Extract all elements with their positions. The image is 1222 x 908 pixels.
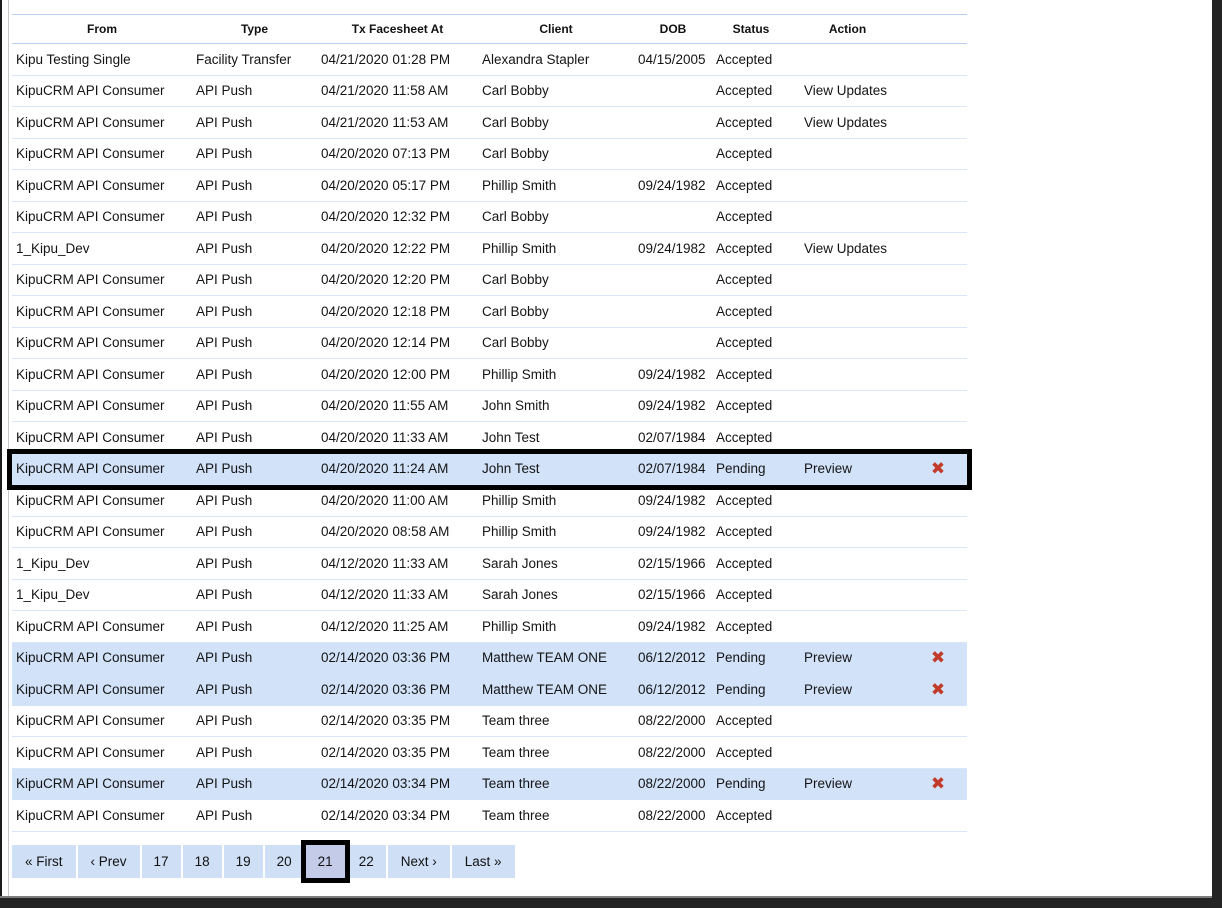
cell-client: Carl Bobby (482, 335, 549, 351)
cell-tx-facesheet-at: 04/20/2020 12:32 PM (321, 209, 451, 225)
cell-action (790, 776, 905, 791)
cell-tx-facesheet-at: 04/20/2020 11:55 AM (321, 398, 449, 414)
cell-tx-facesheet-at: 04/21/2020 11:53 AM (321, 114, 449, 130)
cell-from: KipuCRM API Consumer (16, 492, 165, 508)
cell-type: API Push (196, 83, 253, 99)
cell-dob: 08/22/2000 (638, 713, 706, 729)
table-row (12, 737, 967, 769)
table-row (12, 265, 967, 297)
cell-tx-facesheet-at: 04/20/2020 12:14 PM (321, 335, 451, 351)
cell-type: API Push (196, 146, 253, 162)
view-updates-link[interactable]: View Updates (804, 240, 888, 256)
cell-tx-facesheet-at: 04/20/2020 11:33 AM (321, 429, 449, 445)
cell-type: API Push (196, 492, 253, 508)
cell-dob: 02/15/1966 (638, 587, 706, 603)
cell-delete (905, 460, 967, 477)
cell-from: KipuCRM API Consumer (16, 398, 165, 414)
window-bottom-edge (0, 898, 1222, 908)
cell-from: KipuCRM API Consumer (16, 114, 165, 130)
cell-action (790, 83, 905, 98)
cell-dob: 02/07/1984 (638, 429, 706, 445)
table-row (12, 328, 967, 360)
cell-status: Accepted (716, 492, 773, 508)
cell-dob: 06/12/2012 (638, 681, 706, 697)
cell-client: Carl Bobby (482, 114, 549, 130)
cell-type: API Push (196, 272, 253, 288)
cell-dob: 09/24/1982 (638, 398, 706, 414)
cell-tx-facesheet-at: 04/21/2020 11:58 AM (321, 83, 449, 99)
table-row (12, 107, 967, 139)
cell-type: API Push (196, 807, 253, 823)
cell-client: Phillip Smith (482, 524, 557, 540)
cell-type: API Push (196, 114, 253, 130)
prev-button[interactable]: ‹ Prev (78, 845, 140, 878)
cell-action (790, 461, 905, 476)
cell-from: KipuCRM API Consumer (16, 681, 165, 697)
table-row (12, 139, 967, 171)
page-button-19[interactable]: 19 (224, 845, 263, 878)
cell-status: Pending (716, 681, 766, 697)
cell-status: Accepted (716, 272, 773, 288)
cell-status: Accepted (716, 744, 773, 760)
cell-from: KipuCRM API Consumer (16, 713, 165, 729)
cell-type: API Push (196, 240, 253, 256)
table-row (12, 296, 967, 328)
cell-tx-facesheet-at: 04/21/2020 01:28 PM (321, 51, 451, 67)
cell-client: Alexandra Stapler (482, 51, 590, 67)
cell-dob: 09/24/1982 (638, 492, 706, 508)
table-row (12, 391, 967, 423)
cell-client: Team three (482, 744, 550, 760)
cell-delete (905, 681, 967, 698)
cell-client: Phillip Smith (482, 618, 557, 634)
cell-from: KipuCRM API Consumer (16, 177, 165, 193)
cell-from: KipuCRM API Consumer (16, 272, 165, 288)
cell-client: John Test (482, 429, 540, 445)
column-header-type: Type (240, 22, 269, 36)
cell-client: John Test (482, 461, 540, 477)
cell-client: Carl Bobby (482, 146, 549, 162)
table-row (12, 517, 967, 549)
preview-link[interactable]: Preview (804, 681, 853, 697)
cell-tx-facesheet-at: 04/20/2020 08:58 AM (321, 524, 450, 540)
table-row (12, 76, 967, 108)
cell-client: Phillip Smith (482, 492, 557, 508)
cell-dob: 09/24/1982 (638, 177, 706, 193)
cell-from: KipuCRM API Consumer (16, 429, 165, 445)
cell-type: API Push (196, 587, 253, 603)
cell-client: Carl Bobby (482, 272, 549, 288)
cell-client: Team three (482, 713, 550, 729)
transmissions-table (12, 14, 967, 832)
cell-status: Pending (716, 650, 766, 666)
window-right-edge (1212, 0, 1222, 908)
cell-client: John Smith (482, 398, 550, 414)
cell-client: Team three (482, 776, 550, 792)
cell-from: KipuCRM API Consumer (16, 744, 165, 760)
cell-tx-facesheet-at: 02/14/2020 03:34 PM (321, 807, 451, 823)
table-row (12, 611, 967, 643)
cell-client: Carl Bobby (482, 83, 549, 99)
column-header-tx-facesheet-at: Tx Facesheet At (351, 22, 444, 36)
delete-transmission-icon[interactable]: ✖ (930, 775, 946, 793)
table-row (12, 233, 967, 265)
preview-link[interactable]: Preview (804, 461, 853, 477)
cell-type: API Push (196, 177, 253, 193)
cell-type: API Push (196, 303, 253, 319)
cell-tx-facesheet-at: 02/14/2020 03:35 PM (321, 744, 451, 760)
cell-delete (905, 649, 967, 666)
cell-status: Accepted (716, 429, 773, 445)
table-row (12, 170, 967, 202)
view-updates-link[interactable]: View Updates (804, 83, 888, 99)
cell-status: Accepted (716, 209, 773, 225)
page-button-18[interactable]: 18 (183, 845, 222, 878)
cell-client: Phillip Smith (482, 366, 557, 382)
cell-status: Accepted (716, 335, 773, 351)
cell-tx-facesheet-at: 04/20/2020 12:22 PM (321, 240, 451, 256)
cell-from: KipuCRM API Consumer (16, 618, 165, 634)
table-row (12, 202, 967, 234)
cell-dob: 02/15/1966 (638, 555, 706, 571)
cell-dob: 06/12/2012 (638, 650, 706, 666)
preview-link[interactable]: Preview (804, 776, 853, 792)
cell-client: Carl Bobby (482, 303, 549, 319)
cell-tx-facesheet-at: 02/14/2020 03:36 PM (321, 681, 451, 697)
window-left-edge (0, 0, 2, 897)
cell-status: Accepted (716, 51, 773, 67)
cell-dob: 09/24/1982 (638, 366, 706, 382)
table-row (12, 580, 967, 612)
cell-tx-facesheet-at: 02/14/2020 03:35 PM (321, 713, 451, 729)
column-header-dob: DOB (659, 22, 687, 36)
cell-client: Phillip Smith (482, 240, 557, 256)
cell-tx-facesheet-at: 04/20/2020 12:18 PM (321, 303, 451, 319)
cell-tx-facesheet-at: 04/20/2020 11:00 AM (321, 492, 449, 508)
cell-from: KipuCRM API Consumer (16, 83, 165, 99)
cell-type: API Push (196, 618, 253, 634)
cell-from: 1_Kipu_Dev (16, 240, 90, 256)
cell-from: KipuCRM API Consumer (16, 146, 165, 162)
cell-action (790, 650, 905, 665)
cell-tx-facesheet-at: 04/20/2020 11:24 AM (321, 461, 449, 477)
cell-tx-facesheet-at: 04/20/2020 07:13 PM (321, 146, 451, 162)
cell-dob: 08/22/2000 (638, 807, 706, 823)
cell-type: API Push (196, 744, 253, 760)
first-button[interactable]: « First (12, 845, 76, 878)
cell-dob: 09/24/1982 (638, 240, 706, 256)
table-body (12, 44, 967, 832)
cell-status: Accepted (716, 366, 773, 382)
cell-type: API Push (196, 650, 253, 666)
cell-status: Pending (716, 776, 766, 792)
cell-client: Sarah Jones (482, 555, 558, 571)
table-row (12, 454, 967, 486)
cell-client: Matthew TEAM ONE (482, 681, 608, 697)
cell-dob: 04/15/2005 (638, 51, 706, 67)
cell-status: Accepted (716, 587, 773, 603)
cell-type: API Push (196, 681, 253, 697)
cell-from: KipuCRM API Consumer (16, 650, 165, 666)
delete-transmission-icon[interactable]: ✖ (930, 649, 946, 667)
cell-from: 1_Kipu_Dev (16, 555, 90, 571)
cell-from: KipuCRM API Consumer (16, 366, 165, 382)
pagination (12, 845, 517, 878)
cell-status: Accepted (716, 555, 773, 571)
cell-status: Accepted (716, 713, 773, 729)
table-row (12, 548, 967, 580)
cell-client: Team three (482, 807, 550, 823)
cell-from: KipuCRM API Consumer (16, 209, 165, 225)
cell-dob: 09/24/1982 (638, 618, 706, 634)
cell-status: Pending (716, 461, 766, 477)
column-header-client: Client (539, 22, 573, 36)
cell-tx-facesheet-at: 02/14/2020 03:34 PM (321, 776, 451, 792)
cell-type: API Push (196, 209, 253, 225)
cell-status: Accepted (716, 240, 773, 256)
cell-type: API Push (196, 524, 253, 540)
cell-status: Accepted (716, 83, 773, 99)
cell-client: Sarah Jones (482, 587, 558, 603)
cell-action (790, 115, 905, 130)
cell-type: API Push (196, 398, 253, 414)
cell-tx-facesheet-at: 04/20/2020 12:20 PM (321, 272, 451, 288)
cell-action (790, 682, 905, 697)
cell-dob: 09/24/1982 (638, 524, 706, 540)
table-row (12, 643, 967, 675)
cell-from: KipuCRM API Consumer (16, 524, 165, 540)
cell-from: KipuCRM API Consumer (16, 776, 165, 792)
cell-client: Matthew TEAM ONE (482, 650, 608, 666)
cell-status: Accepted (716, 807, 773, 823)
cell-status: Accepted (716, 398, 773, 414)
cell-dob: 08/22/2000 (638, 776, 706, 792)
cell-tx-facesheet-at: 04/12/2020 11:25 AM (321, 618, 449, 634)
cell-action (790, 241, 905, 256)
table-row (12, 800, 967, 832)
table-row (12, 422, 967, 454)
cell-type: Facility Transfer (196, 51, 292, 67)
cell-client: Carl Bobby (482, 209, 549, 225)
cell-type: API Push (196, 461, 253, 477)
cell-tx-facesheet-at: 02/14/2020 03:36 PM (321, 650, 451, 666)
cell-status: Accepted (716, 146, 773, 162)
cell-from: Kipu Testing Single (16, 51, 131, 67)
cell-from: KipuCRM API Consumer (16, 303, 165, 319)
column-header-status: Status (732, 22, 770, 36)
page-button-17[interactable]: 17 (142, 845, 181, 878)
cell-tx-facesheet-at: 04/20/2020 05:17 PM (321, 177, 451, 193)
cell-from: KipuCRM API Consumer (16, 807, 165, 823)
cell-delete (905, 775, 967, 792)
page-button-20[interactable]: 20 (265, 845, 304, 878)
preview-link[interactable]: Preview (804, 650, 853, 666)
cell-status: Accepted (716, 177, 773, 193)
cell-tx-facesheet-at: 04/20/2020 12:00 PM (321, 366, 451, 382)
cell-client: Phillip Smith (482, 177, 557, 193)
cell-type: API Push (196, 335, 253, 351)
cell-type: API Push (196, 776, 253, 792)
cell-status: Accepted (716, 114, 773, 130)
cell-type: API Push (196, 555, 253, 571)
column-header-action: Action (828, 22, 867, 36)
next-button[interactable]: Next › (388, 845, 450, 878)
page-button-21[interactable]: 21 (306, 845, 345, 878)
cell-status: Accepted (716, 303, 773, 319)
column-header-from: From (87, 22, 117, 36)
cell-tx-facesheet-at: 04/12/2020 11:33 AM (321, 587, 449, 603)
cell-from: 1_Kipu_Dev (16, 587, 90, 603)
table-row (12, 769, 967, 801)
cell-from: KipuCRM API Consumer (16, 335, 165, 351)
cell-tx-facesheet-at: 04/12/2020 11:33 AM (321, 555, 449, 571)
delete-transmission-icon[interactable]: ✖ (930, 460, 946, 478)
cell-type: API Push (196, 366, 253, 382)
cell-dob: 08/22/2000 (638, 744, 706, 760)
table-row (12, 485, 967, 517)
table-row (12, 706, 967, 738)
table-row (12, 359, 967, 391)
table-header-row (12, 14, 967, 44)
table-row (12, 44, 967, 76)
cell-status: Accepted (716, 618, 773, 634)
table-row (12, 674, 967, 706)
cell-status: Accepted (716, 524, 773, 540)
last-button[interactable]: Last » (452, 845, 515, 878)
cell-type: API Push (196, 429, 253, 445)
view-updates-link[interactable]: View Updates (804, 114, 888, 130)
cell-dob: 02/07/1984 (638, 461, 706, 477)
content-left-divider (8, 0, 9, 897)
page-button-22[interactable]: 22 (347, 845, 386, 878)
cell-from: KipuCRM API Consumer (16, 461, 165, 477)
cell-type: API Push (196, 713, 253, 729)
delete-transmission-icon[interactable]: ✖ (930, 680, 946, 698)
